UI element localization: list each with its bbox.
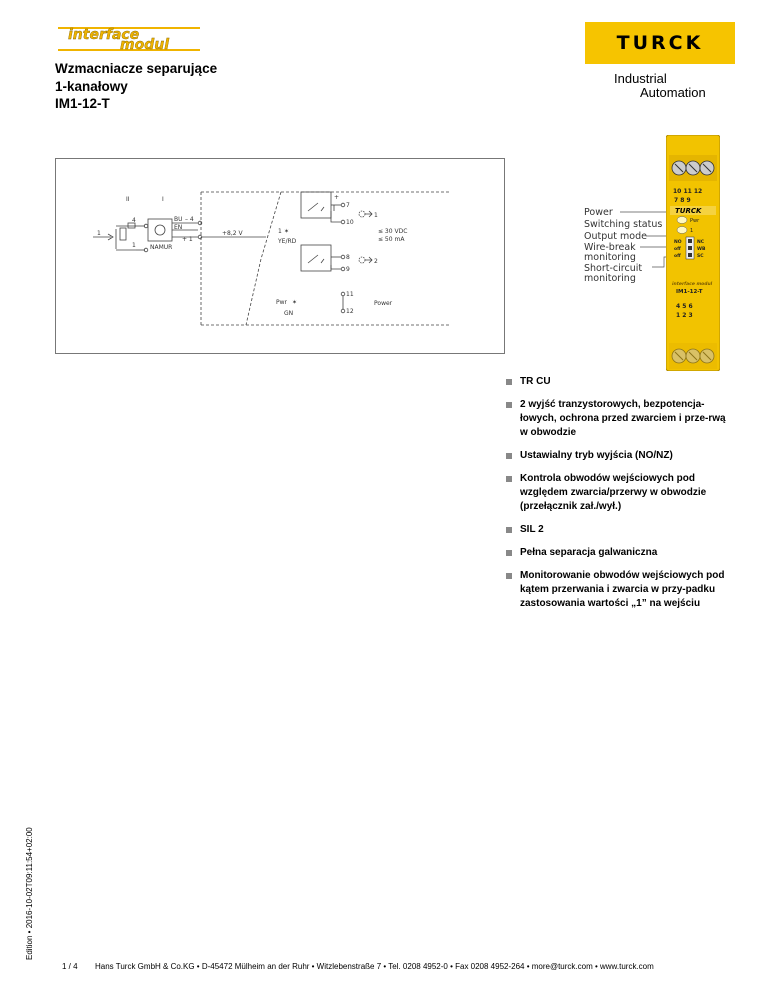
module-pwr-label: Pwr: [690, 218, 700, 224]
feature-list: [505, 375, 735, 620]
rating-voltage: ≤ 30 VDC: [378, 228, 408, 235]
footer-contact: Hans Turck GmbH & Co.KG • D-45472 Mülheim an der Ruhr • Witzlebenstraße 7 • Tel. 0208 4952-0 • Fax 0208 4952-264 • more@turck.com • www.turck.com: [95, 962, 654, 971]
module-no-label: NO: [674, 240, 682, 245]
bu-label: BU: [174, 216, 183, 223]
module-illustration: [666, 135, 720, 371]
module-bottom-row2: 1 2 3: [676, 312, 693, 319]
voltage-label: +8,2 V: [222, 230, 243, 237]
interface-modul-logo: [58, 26, 200, 52]
terminal-11: 11: [346, 291, 354, 298]
module-off1-label: off: [674, 247, 681, 252]
label-power: Power: [584, 207, 613, 218]
label-wire-break: Wire-break: [584, 242, 636, 253]
module-top-row1: 10 11 12: [673, 188, 703, 195]
power-label: Power: [374, 300, 393, 307]
zone-i-label: I: [162, 196, 164, 203]
feature-item: 2 wyjść tranzystorowych, bezpotencja-łowych, ochrona przed zwarciem i prze-rwą w obwodzie: [505, 398, 735, 440]
terminal-9: 9: [346, 266, 350, 273]
wiring-diagram: [55, 158, 505, 354]
ye-rd-label: YE/RD: [278, 238, 297, 245]
pwr-label: Pwr: [276, 299, 287, 306]
feature-item: Monitorowanie obwodów wejściowych pod kątem przerwania i zwarcia w przy-padku zastosowania wartości „1” na wejściu: [505, 569, 735, 611]
industrial-text: Industrial: [614, 71, 667, 86]
channel-led-label: 1: [278, 228, 282, 235]
module-sc-label: SC: [697, 254, 704, 259]
output-2-label: 2: [374, 258, 378, 265]
zone-ii-label: II: [126, 196, 130, 203]
page-number: 1 / 4: [62, 962, 78, 971]
terminal-10: 10: [346, 219, 354, 226]
module-nc-label: NC: [697, 240, 705, 245]
module-off2-label: off: [674, 254, 681, 259]
label-switching-status: Switching status: [584, 219, 663, 230]
title-line2: 1-kanałowy: [55, 78, 128, 94]
edition-stamp: Edition • 2016-10-02T09:11:54+02:00: [25, 827, 34, 960]
module-top-row2: 7 8 9: [674, 197, 691, 204]
plus-label: +: [334, 194, 340, 201]
module-bottom-row1: 4 5 6: [676, 303, 693, 310]
output-1-label: 1: [374, 212, 378, 219]
wiring-diagram-svg: [56, 159, 504, 353]
label-short-circuit: Short-circuit: [584, 263, 643, 274]
plus1-label: + 1: [182, 236, 193, 243]
terminal-7: 7: [346, 202, 350, 209]
feature-item: Pełna separacja galwaniczna: [505, 546, 735, 560]
module-wb-label: WB: [697, 247, 706, 252]
turck-logo-text: TURCK: [616, 32, 704, 54]
logo-line2: modul: [120, 37, 169, 52]
module-ch1-label: 1: [690, 228, 694, 234]
module-turck-text: TURCK: [675, 207, 702, 215]
title-line3: IM1-12-T: [55, 96, 110, 111]
module-model: IM1-12-T: [676, 289, 703, 295]
automation-text: Automation: [640, 85, 706, 100]
en-label: EN: [174, 224, 183, 231]
label-short-circuit-monitoring: monitoring: [584, 273, 636, 283]
module-logo: interface modul: [672, 282, 713, 287]
label-wire-break-monitoring: monitoring: [584, 252, 636, 263]
label-output-mode: Output mode: [584, 231, 647, 242]
module-pwr-led: [677, 217, 687, 224]
rating-current: ≤ 50 mA: [378, 236, 405, 243]
minus4-label: – 4: [185, 216, 194, 223]
led-icon: ✶: [284, 228, 290, 235]
pwr-led-icon: ✶: [292, 299, 298, 306]
turck-logo: [585, 22, 735, 64]
terminal-1: 1: [132, 242, 136, 249]
logo-line1: interface: [68, 27, 140, 43]
title-line1: Wzmacniacze separujące: [55, 61, 218, 76]
page-title: [55, 60, 217, 113]
feature-item: SIL 2: [505, 523, 735, 537]
feature-item: Kontrola obwodów wejściowych pod względem zwarcia/przerwy w obwodzie (przełącznik zał./wył.): [505, 472, 735, 514]
terminal-4: 4: [132, 217, 136, 224]
namur-label: NAMUR: [150, 244, 173, 251]
terminal-8: 8: [346, 254, 350, 261]
terminal-12: 12: [346, 308, 354, 315]
module-ch1-led: [677, 227, 687, 234]
feature-item: TR CU: [505, 375, 735, 389]
gn-label: GN: [284, 310, 294, 317]
input-number: 1: [97, 230, 101, 237]
feature-item: Ustawialny tryb wyjścia (NO/NZ): [505, 449, 735, 463]
function-labels: [580, 203, 680, 283]
